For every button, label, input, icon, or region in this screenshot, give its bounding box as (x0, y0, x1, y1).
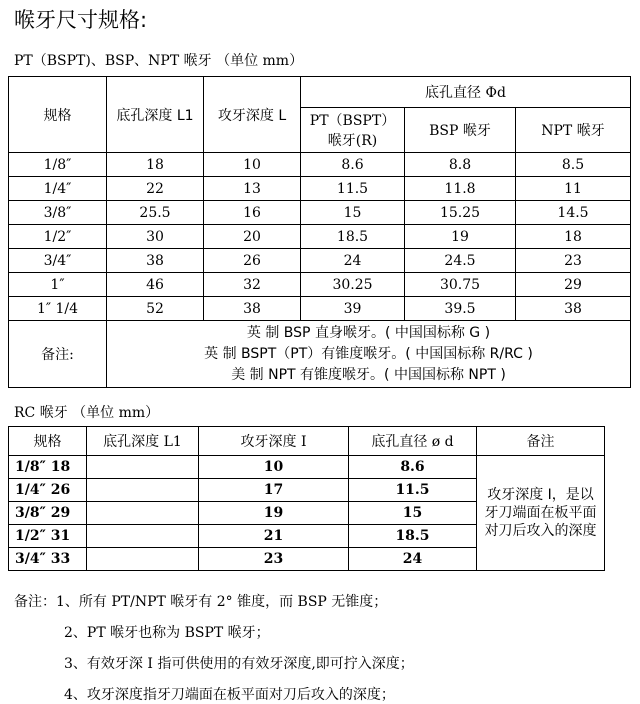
table-row (9, 225, 631, 249)
rc-cell-l: 23 (199, 548, 349, 571)
note-line: 2、PT 喉牙也称为 BSPT 喉牙； (64, 625, 270, 641)
rc-cell-d: 24 (349, 548, 477, 571)
note-line: 3、有效牙深 I 指可供使用的有效牙深度,即可拧入深度； (64, 656, 414, 672)
cell-npt: 38 (516, 297, 631, 321)
cell-l: 10 (204, 153, 301, 177)
cell-spec: 3/8″ (9, 201, 107, 225)
rc-cell-spec: 3/8″ 29 (9, 502, 87, 525)
rc-cell-spec: 3/4″ 33 (9, 548, 87, 571)
cell-npt: 23 (516, 249, 631, 273)
remark-line: 美 制 NPT 有锥度喉牙。( 中国国标称 NPT ) (231, 366, 506, 383)
cell-pt: 24 (301, 249, 405, 273)
rc-cell-d: 15 (349, 502, 477, 525)
rc-header-spec: 规格 (9, 427, 87, 456)
table-row (9, 273, 631, 297)
remark-label: 备注: (9, 321, 107, 388)
cell-npt: 11 (516, 177, 631, 201)
note-line: 4、攻牙深度指牙刀端面在板平面对刀后攻入的深度； (64, 687, 395, 703)
cell-bsp: 8.8 (405, 153, 516, 177)
table-row (9, 249, 631, 273)
rc-header-hole-diameter: 底孔直径 ø d (349, 427, 477, 456)
cell-spec: 3/4″ (9, 249, 107, 273)
cell-l1: 38 (107, 249, 204, 273)
cell-l: 20 (204, 225, 301, 249)
cell-npt: 8.5 (516, 153, 631, 177)
pt-bsp-npt-table (8, 76, 631, 388)
table-row (9, 153, 631, 177)
cell-l: 38 (204, 297, 301, 321)
rc-cell-l1 (87, 548, 199, 571)
rc-cell-l: 17 (199, 479, 349, 502)
rc-remark-cell: 攻牙深度 I，是以牙刀端面在板平面对刀后攻入的深度 (477, 456, 605, 571)
table-row (9, 201, 631, 225)
header-npt: NPT 喉牙 (516, 108, 631, 153)
cell-npt: 18 (516, 225, 631, 249)
header-hole-diameter: 底孔直径 Φd (301, 77, 631, 108)
cell-bsp: 11.8 (405, 177, 516, 201)
header-spec: 规格 (9, 77, 107, 153)
header-pt: PT（BSPT） 喉牙(R) (301, 108, 405, 153)
header-hole-depth: 底孔深度 L1 (107, 77, 204, 153)
cell-bsp: 24.5 (405, 249, 516, 273)
rc-cell-d: 8.6 (349, 456, 477, 479)
cell-bsp: 30.75 (405, 273, 516, 297)
cell-bsp: 15.25 (405, 201, 516, 225)
cell-pt: 18.5 (301, 225, 405, 249)
cell-l: 26 (204, 249, 301, 273)
rc-cell-l: 19 (199, 502, 349, 525)
cell-l: 32 (204, 273, 301, 297)
rc-table (8, 426, 605, 571)
remark-line: 英 制 BSP 直身喉牙。( 中国国标称 G ) (246, 324, 491, 341)
cell-spec: 1″ 1/4 (9, 297, 107, 321)
cell-pt: 30.25 (301, 273, 405, 297)
cell-npt: 14.5 (516, 201, 631, 225)
cell-spec: 1/2″ (9, 225, 107, 249)
rc-cell-d: 11.5 (349, 479, 477, 502)
cell-spec: 1/4″ (9, 177, 107, 201)
pt-section-heading: PT（BSPT)、BSP、NPT 喉牙 （单位 mm） (14, 53, 304, 69)
cell-l: 16 (204, 201, 301, 225)
remark-cell (107, 321, 631, 388)
rc-header-hole-depth: 底孔深度 L1 (87, 427, 199, 456)
cell-l1: 52 (107, 297, 204, 321)
cell-pt: 11.5 (301, 177, 405, 201)
cell-bsp: 39.5 (405, 297, 516, 321)
cell-l1: 46 (107, 273, 204, 297)
page-title: 喉牙尺寸规格: (14, 8, 148, 32)
header-bsp: BSP 喉牙 (405, 108, 516, 153)
rc-cell-l1 (87, 479, 199, 502)
table-row (9, 456, 605, 479)
rc-cell-l: 10 (199, 456, 349, 479)
rc-header-remark: 备注 (477, 427, 605, 456)
cell-pt: 39 (301, 297, 405, 321)
cell-l1: 30 (107, 225, 204, 249)
rc-section-heading: RC 喉牙 （单位 mm） (14, 405, 160, 421)
rc-cell-spec: 1/8″ 18 (9, 456, 87, 479)
rc-cell-d: 18.5 (349, 525, 477, 548)
cell-spec: 1″ (9, 273, 107, 297)
cell-l1: 18 (107, 153, 204, 177)
remark-line: 英 制 BSPT（PT）有锥度喉牙。( 中国国标称 R/RC ) (204, 345, 533, 362)
cell-npt: 29 (516, 273, 631, 297)
rc-cell-l1 (87, 502, 199, 525)
rc-cell-spec: 1/4″ 26 (9, 479, 87, 502)
cell-pt: 15 (301, 201, 405, 225)
cell-bsp: 19 (405, 225, 516, 249)
rc-cell-spec: 1/2″ 31 (9, 525, 87, 548)
cell-l1: 22 (107, 177, 204, 201)
rc-cell-l1 (87, 525, 199, 548)
cell-spec: 1/8″ (9, 153, 107, 177)
table-row (9, 177, 631, 201)
table-row (9, 297, 631, 321)
cell-l1: 25.5 (107, 201, 204, 225)
rc-header-tap-depth: 攻牙深度 I (199, 427, 349, 456)
cell-l: 13 (204, 177, 301, 201)
note-line: 备注：1、所有 PT/NPT 喉牙有 2° 锥度，而 BSP 无锥度； (14, 594, 388, 610)
rc-cell-l: 21 (199, 525, 349, 548)
cell-pt: 8.6 (301, 153, 405, 177)
header-tap-depth: 攻牙深度 L (204, 77, 301, 153)
rc-cell-l1 (87, 456, 199, 479)
